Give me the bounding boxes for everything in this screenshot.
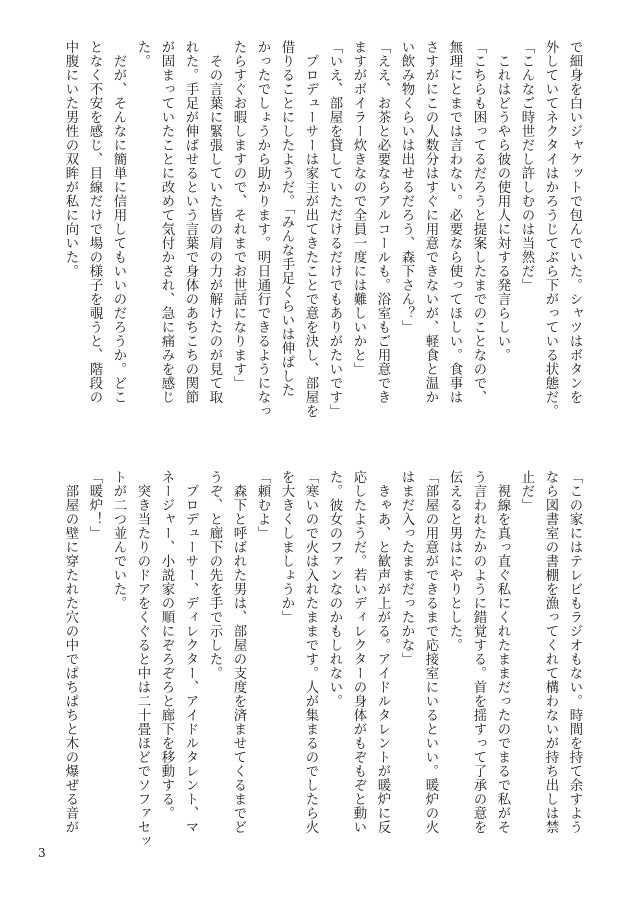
text-line: ますがボイラー炊きなので全員一度には難しいかと」 (351, 40, 366, 376)
text-line: 「寒いので火は入れたままです。人が集まるのでしたら火 (303, 470, 318, 834)
text-line: 「ええ、お茶と必要ならアルコールも。浴室もご用意でき (375, 40, 390, 404)
text-line: となく不安を感じ、目線だけで場の様子を覗うと、階段の (87, 40, 102, 404)
text-line: 外していてネクタイはかろうじてぶら下がっている状態だ。 (543, 40, 558, 418)
text-line: かったでしょうから助かります。明日通行できるようになっ (255, 40, 270, 418)
text-line: が固まっていたことに改めて気付かされ、急に痛みを感じ (159, 40, 174, 404)
text-line: きゃあ、と歓声が上がる。アイドルタレントが暖炉に反 (375, 470, 390, 834)
page-number: 3 (38, 846, 46, 860)
text-line: ネージャー、小説家の順にぞろぞろと廊下を移動する。 (159, 470, 174, 820)
text-line: うぞ、と廊下の先を手で示した。 (207, 470, 222, 680)
text-line: 「いえ、部屋を貸していただけるだけでもありがたいです」 (327, 40, 342, 418)
text-line: 伝えると男はにやりとした。 (447, 470, 462, 652)
text-line: 「こんなご時世だし許しむのは当然だ」 (519, 40, 534, 292)
text-line: 部屋の壁に穿たれた穴の中でぱちぱちと木の爆ぜる音が (63, 470, 78, 834)
text-line: 森下と呼ばれた男は、部屋の支度を済ませてくるまでど (231, 470, 246, 834)
text-block-upper (46, 40, 586, 450)
text-line: 中腹にいた男性の双眸が私に向いた。 (63, 40, 78, 278)
text-line: 応したようだ。若いディレクターの身体がもぞもぞと動い (351, 470, 366, 834)
text-line: で細身を白いジャケットで包んでいた。シャツはボタンを (567, 40, 582, 404)
text-line: 無理にとまでは言わない。必要なら使ってほしい。食事は (447, 40, 462, 404)
text-line: 「部屋の用意ができるまで応接室にいるといい。暖炉の火 (423, 470, 438, 834)
text-block-lower (46, 470, 586, 870)
text-line: 「頼むよ」 (255, 470, 270, 540)
text-line: 借りることにしたようだ。「みんな手足くらいは伸ばした (279, 40, 294, 398)
text-line: 止だ」 (519, 470, 534, 512)
text-line: なら図書室の書棚を漁ってくれて構わないが持ち出しは禁 (543, 470, 558, 834)
text-line: プロデューサー、ディレクター、アイドルタレント、マ (183, 470, 198, 834)
text-line: その言葉に緊張していた皆の肩の力が解けたのが見て取 (207, 40, 222, 404)
text-line: 「暖炉！」 (87, 470, 102, 540)
text-line: た。 (135, 40, 150, 68)
text-line: い飲み物くらいは出せるだろう、森下さん？」 (399, 40, 414, 334)
text-line: 「こちらも困ってるだろうと提案したまでのことなので、 (471, 40, 486, 404)
text-line: た。彼女のファンなのかもしれない。 (327, 470, 342, 708)
text-line: これはどうやら彼の使用人に対する発言らしい。 (495, 40, 510, 362)
text-line: 視線を真っ直ぐ私にくれたままだったのでまるで私がそ (495, 470, 510, 834)
text-line: う言われたかのように錯覚する。首を揺すって了承の意を (471, 470, 486, 834)
text-line: 突き当たりのドアをくぐると中は二十畳ほどでソファセッ (135, 470, 150, 848)
text-line: はまだ入ったままだったかな」 (399, 470, 414, 666)
text-line: プロデューサーは家主が出てきたことで意を決し、部屋を (303, 40, 318, 418)
text-line: だが、そんなに簡単に信用してもいいのだろうか。どこ (111, 40, 126, 404)
text-line: を大きくしましょうか」 (279, 470, 294, 624)
text-line: さすがにこの人数分はすぐに用意できないが、軽食と温か (423, 40, 438, 404)
text-line: トが二つ並んでいた。 (111, 470, 126, 610)
text-line: れた。手足が伸ばせるという言葉で身体のあちこちの関節 (183, 40, 198, 404)
text-line: 「この家にはテレビもラジオもない。時間を持て余すよう (567, 470, 582, 834)
text-line: たらすぐお暇しますので、それまでお世話になります」 (231, 40, 246, 390)
